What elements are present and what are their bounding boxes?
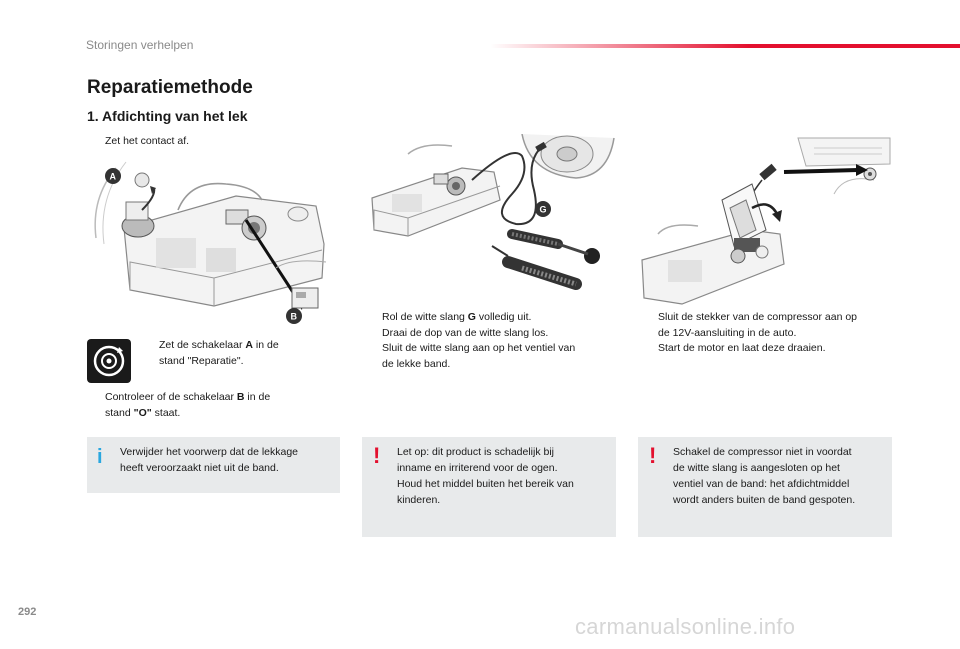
info-box [87,437,340,493]
page-number: 292 [18,606,37,618]
repair-mode-icon [87,339,131,383]
figure-label-g: G [539,204,547,215]
page-title: Reparatiemethode [87,77,253,98]
hose-steps: Rol de witte slang G volledig uit. Draai de dop van de witte slang los. Sluit de witte slang aan op het ventiel van de lekke band. [382,311,576,370]
power-plug-figure [638,134,892,306]
warning-box-compressor [638,437,892,537]
section-subtitle: 1. Afdichting van het lek [87,108,248,124]
warning-icon: ! [373,443,381,468]
figure-label-a: A [109,171,116,182]
step-contact-off: Zet het contact af. [105,135,190,147]
watermark: carmanualsonline.info [575,614,796,639]
info-text: Verwijder het voorwerp dat de lekkage heeft veroorzaakt niet uit de band. [120,446,299,474]
plug-steps: Sluit de stekker van de compressor aan op de 12V-aansluiting in de auto. Start de motor en laat deze draaien. [658,311,858,354]
header-accent-bar [490,44,960,48]
step-switch-a: Zet de schakelaar A in de stand "Reparatie". [159,339,279,367]
section-header: Storingen verhelpen [86,38,194,52]
warning-icon: ! [649,443,657,468]
warning-box-toxic [362,437,616,537]
compressor-switch-figure [86,158,340,330]
figure-label-b: B [290,311,297,322]
step-switch-b: Controleer of de schakelaar B in de stand "O" staat. [105,391,271,419]
warning-text: Let op: dit product is schadelijk bij inname en irriterend voor de ogen. Houd het middel buiten het bereik van kinderen. [397,446,574,506]
hose-unroll-figure [362,134,616,306]
warning-text: Schakel de compressor niet in voordat de witte slang is aangesloten op het ventiel van de band: het afdichtmiddel wordt anders buiten de band gespoten. [673,446,856,506]
info-icon: i [97,446,103,468]
